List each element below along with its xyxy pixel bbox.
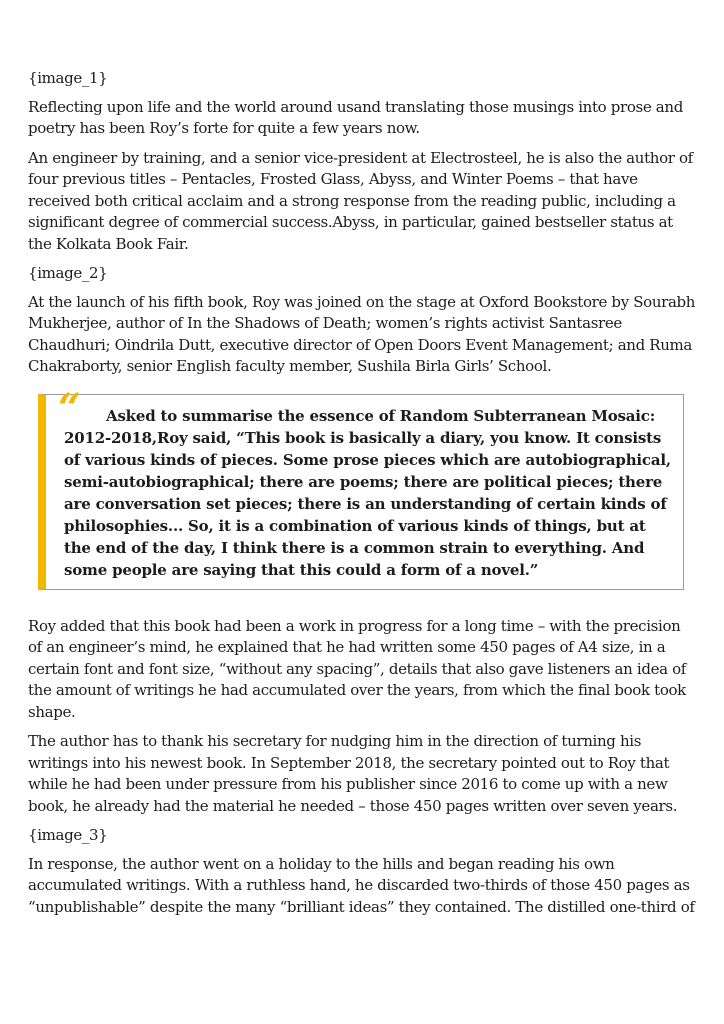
- paragraph-3: At the launch of his fifth book, Roy was joined on the stage at Oxford Bookstore by Sourabh Mukherjee, author of In the Shadows of Death; women’s rights activist Santasree Chaudhuri; Oindrila Dutt, executive director of Open Doors Event Management; and Ruma Chakraborty, senior English faculty member, Sushila Birla Girls’ School.: [28, 292, 696, 375]
- image-placeholder-3: {image_3}: [28, 826, 108, 844]
- paragraph-1: Reflecting upon life and the world around usand translating those musings into prose and poetry has been Roy’s forte for quite a few years now.: [28, 97, 683, 137]
- paragraph-2: An engineer by training, and a senior vice-president at Electrosteel, he is also the author of four previous titles – Pentacles, Frosted Glass, Abyss, and Winter Poems – that have received both critical acclaim and a strong response from the reading public, including a significant degree of commercial success.Abyss, in particular, gained bestseller status at the Kolkata Book Fair.: [28, 148, 693, 253]
- image-placeholder-2: {image_2}: [28, 264, 108, 282]
- quote-mark-icon: “: [58, 384, 82, 432]
- paragraph-5: The author has to thank his secretary for nudging him in the direction of turning his writings into his newest book. In September 2018, the secretary pointed out to Roy that while he had been under pressure from his publisher since 2016 to come up with a new book, he already had the material he needed – those 450 pages written over seven years.: [28, 732, 678, 815]
- paragraph-6: In response, the author went on a holiday to the hills and began reading his own accumulated writings. With a ruthless hand, he discarded two-thirds of those 450 pages as “unpublishable” despite the many “brilliant ideas” they contained. The distilled one-third of: [28, 854, 695, 916]
- article-body: [28, 68, 696, 926]
- paragraph-4: Roy added that this book had been a work in progress for a long time – with the precision of an engineer’s mind, he explained that he had written some 450 pages of A4 size, in a certain font and font size, “without any spacing”, details that also gave listeners an idea of the amount of writings he had accumulated over the years, from which the final book took shape.: [28, 616, 686, 721]
- image-placeholder-1: {image_1}: [28, 69, 108, 87]
- pull-quote: [38, 384, 684, 590]
- pull-quote-text: Asked to summarise the essence of Random Subterranean Mosaic: 2012-2018,Roy said, “This book is basically a diary, you know. It consists of various kinds of pieces. Some prose pieces which are autobiographical, semi-autobiographical; there are poems; there are political pieces; there are conversation set pieces; there is an understanding of certain kinds of philosophies... So, it is a combination of various kinds of things, but at the end of the day, I think there is a common strain to everything. And some people are saying that this could a form of a novel.”: [64, 406, 671, 579]
